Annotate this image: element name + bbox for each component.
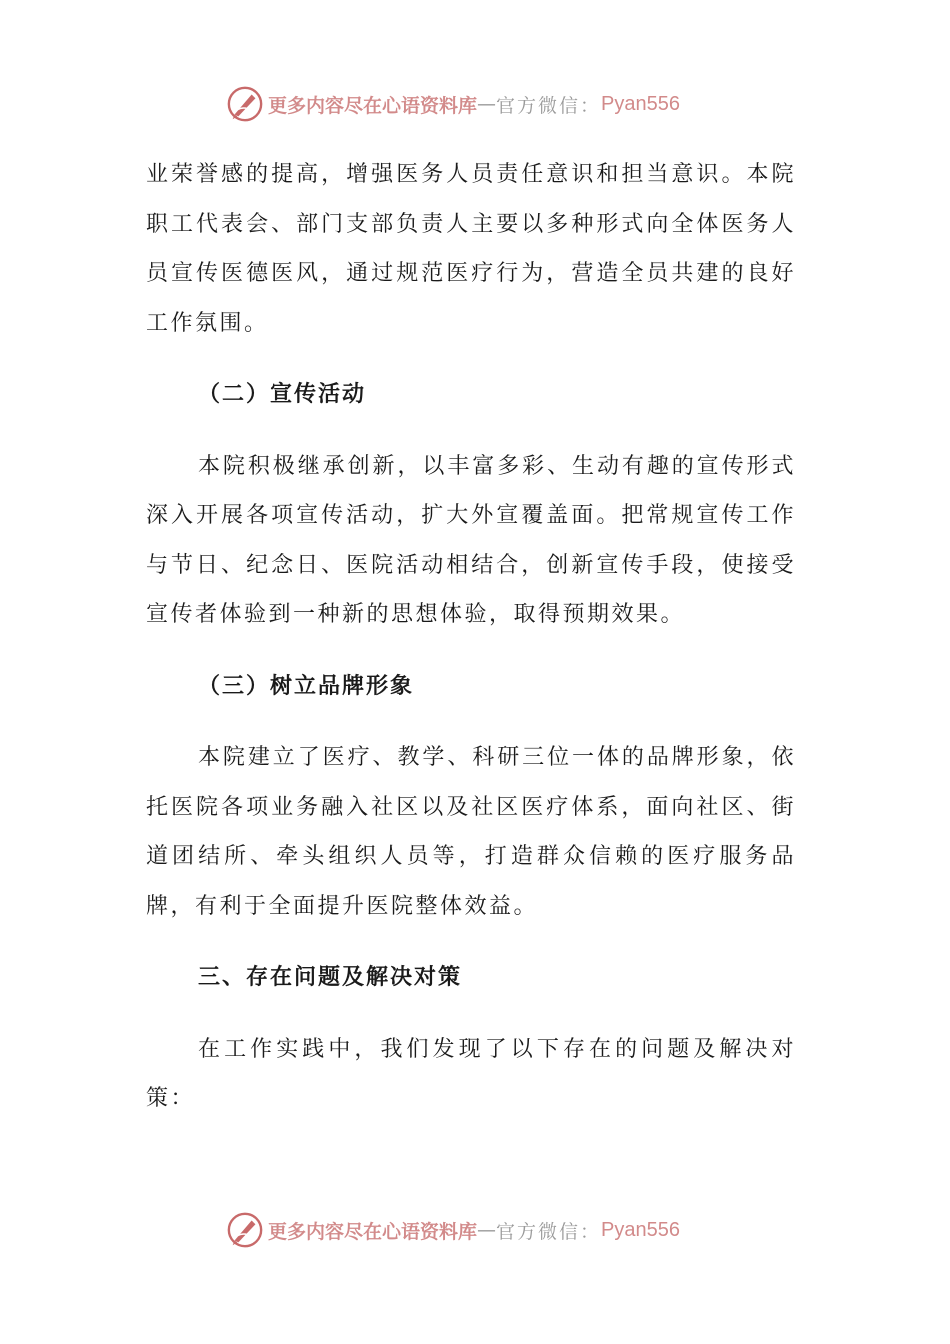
heading-problems-solutions: 三、存在问题及解决对策: [198, 964, 463, 990]
banner-brand-text: 更多内容尽在心语资料库: [268, 1220, 478, 1243]
header-watermark-banner: [226, 82, 680, 126]
paragraph-2: 本院积极继承创新，以丰富多彩、生动有趣的宣传形式深入开展各项宣传活动，扩大外宣覆盖面。把常规宣传工作与节日、纪念日、医院活动相结合，创新宣传手段，使接受宣传者体验到一种新的思想体验，取得预期效果。: [146, 453, 796, 627]
paragraph-1: 业荣誉感的提高，增强医务人员责任意识和担当意识。本院职工代表会、部门支部负责人主要以多种形式向全体医务人员宣传医德医风，通过规范医疗行为，营造全员共建的良好工作氛围。: [146, 162, 796, 336]
banner-wechat-id: Pyan556: [601, 1218, 680, 1241]
banner-brand-text: 更多内容尽在心语资料库: [268, 94, 478, 117]
banner-wechat-id: Pyan556: [601, 92, 680, 115]
paragraph-3: 本院建立了医疗、教学、科研三位一体的品牌形象，依托医院各项业务融入社区以及社区医疗体系，面向社区、街道团结所、牵头组织人员等，打造群众信赖的医疗服务品牌，有利于全面提升医院整体效益。: [146, 745, 796, 919]
banner-separator: —: [477, 93, 497, 115]
document-body: [146, 150, 796, 1124]
pen-nib-logo-icon: [226, 1211, 264, 1249]
heading-brand-image: （三）树立品牌形象: [198, 672, 415, 699]
heading-propaganda-activities: （二）宣传活动: [198, 381, 367, 407]
banner-wechat-label: 官方微信：: [496, 94, 602, 117]
banner-wechat-label: 官方微信：: [496, 1220, 602, 1243]
pen-nib-logo-icon: [226, 85, 264, 123]
footer-watermark-banner: [226, 1208, 680, 1252]
banner-separator: —: [477, 1219, 497, 1241]
paragraph-4: 在工作实践中，我们发现了以下存在的问题及解决对策：: [146, 1036, 796, 1111]
